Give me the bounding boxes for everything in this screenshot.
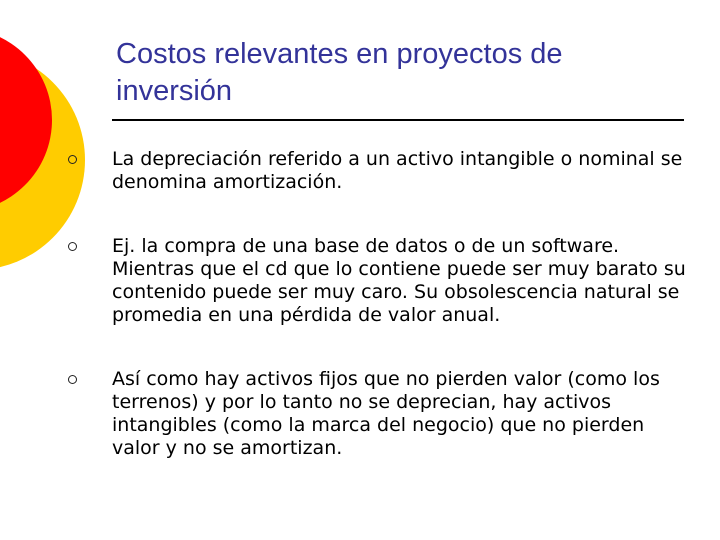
bullet-item — [68, 148, 688, 194]
slide-title-line-1: Costos relevantes en proyectos de — [116, 38, 563, 70]
hollow-circle-bullet-icon — [68, 375, 77, 384]
bullet-text: Así como hay activos fijos que no pierden valor (como los terrenos) y por lo tanto no se deprecian, hay activos intangibles (como la marca del negocio) que no pierden valor y no se amortizan. — [112, 368, 660, 459]
hollow-circle-bullet-icon — [68, 155, 77, 164]
bullet-item — [68, 368, 688, 460]
bullet-list — [68, 148, 688, 460]
bullet-text: La depreciación referido a un activo intangible o nominal se denomina amortización. — [112, 148, 683, 193]
bullet-item — [68, 235, 688, 327]
hollow-circle-bullet-icon — [68, 242, 77, 251]
slide-title — [116, 36, 676, 110]
slide-title-line-2: inversión — [116, 75, 233, 107]
bullet-text: Ej. la compra de una base de datos o de un software. Mientras que el cd que lo contiene puede ser muy barato su contenido puede ser muy caro. Su obsolescencia natural se promedia en una pérdida de valor anual. — [112, 235, 686, 326]
title-underline — [112, 119, 684, 121]
